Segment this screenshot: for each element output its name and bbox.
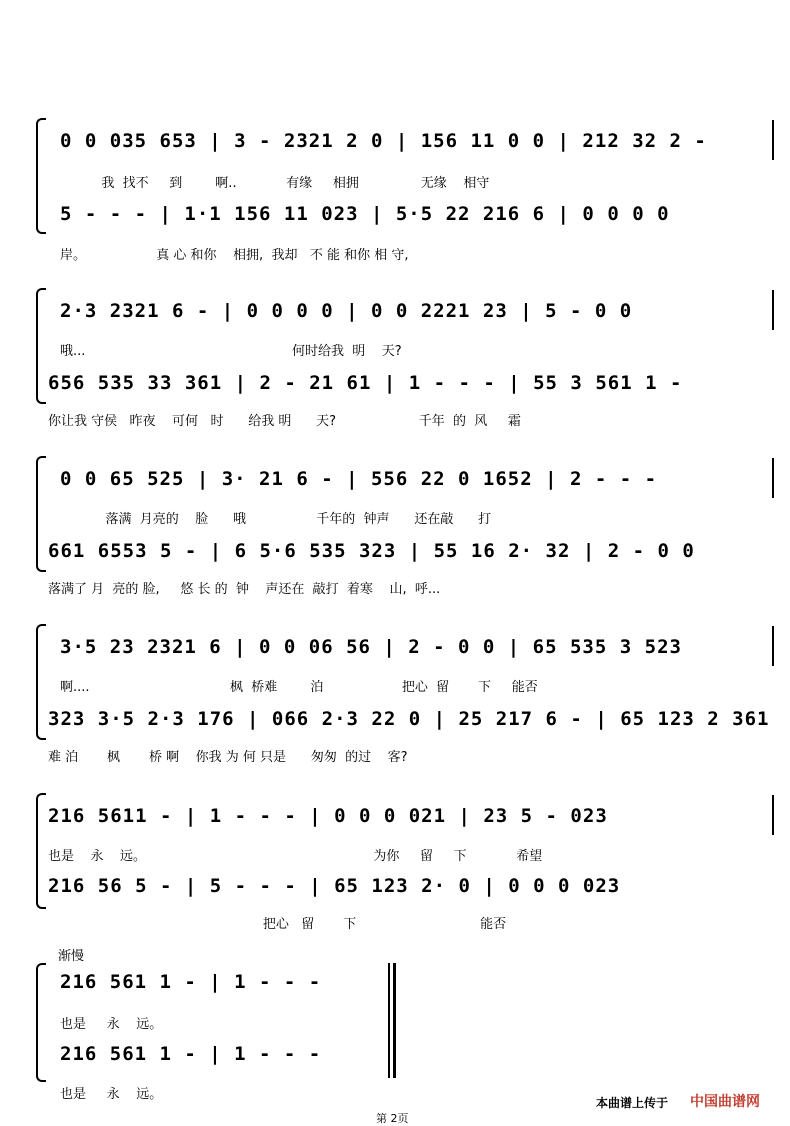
end-barline xyxy=(772,458,774,498)
lower-staff-notes: 216 56 5 - | 5 - - - | 65 123 2· 0 | 0 0 0 023 xyxy=(48,875,621,897)
upper-staff-lyrics: 落满 月亮的 脸 哦 千年的 钟声 还在敲 打 xyxy=(60,512,492,527)
upper-staff-lyrics: 我 找不 到 啊.. 有缘 相拥 无缘 相守 xyxy=(60,176,490,191)
lower-staff-lyrics: 把心 留 下 能否 xyxy=(48,917,507,932)
final-barline-thick xyxy=(393,963,396,1078)
system-brace xyxy=(36,963,46,1082)
system-brace xyxy=(36,793,46,909)
lower-staff-lyrics: 难 泊 枫 桥 啊 你我 为 何 只是 匆匆 的过 客? xyxy=(48,750,408,765)
upper-staff-notes: 216 5611 - | 1 - - - | 0 0 0 021 | 23 5 - 023 xyxy=(48,805,608,827)
site-logo[interactable]: 中国曲谱网 xyxy=(690,1094,760,1110)
upper-staff-notes: 2·3 2321 6 - | 0 0 0 0 | 0 0 2221 23 | 5 - 0 0 xyxy=(60,300,633,322)
lower-staff-notes: 661 6553 5 - | 6 5·6 535 323 | 55 16 2· 32 | 2 - 0 0 xyxy=(48,540,695,562)
lower-staff-notes: 216 561 1 - | 1 - - - xyxy=(60,1043,322,1065)
lower-staff-notes: 5 - - - | 1·1 156 11 023 | 5·5 22 216 6 | 0 0 0 0 xyxy=(60,203,670,225)
score-system-3 xyxy=(0,448,790,597)
upper-staff-lyrics: 也是 永 远。 xyxy=(60,1017,163,1032)
final-barline-thin xyxy=(388,963,390,1078)
lower-staff-lyrics: 也是 永 远。 xyxy=(60,1087,163,1102)
upper-staff-lyrics: 啊.... 枫 桥难 泊 把心 留 下 能否 xyxy=(60,680,538,695)
lower-staff-lyrics: 落满了 月 亮的 脸, 悠 长 的 钟 声还在 敲打 着寒 山, 呼... xyxy=(48,582,441,597)
system-brace xyxy=(36,118,46,234)
score-system-6 xyxy=(0,945,790,1105)
score-system-5 xyxy=(0,785,790,932)
tempo-mark: 渐慢 xyxy=(58,949,85,964)
end-barline xyxy=(772,795,774,835)
lower-staff-lyrics: 你让我 守侯 昨夜 可何 时 给我 明 天? 千年 的 风 霜 xyxy=(48,414,521,429)
upper-staff-notes: 216 561 1 - | 1 - - - xyxy=(60,971,322,993)
end-barline xyxy=(772,626,774,666)
score-system-4 xyxy=(0,616,790,765)
upper-staff-lyrics: 也是 永 远。 为你 留 下 希望 xyxy=(48,849,543,864)
end-barline xyxy=(772,120,774,160)
upper-staff-notes: 0 0 65 525 | 3· 21 6 - | 556 22 0 1652 | 2 - - - xyxy=(60,468,658,490)
lower-staff-notes: 656 535 33 361 | 2 - 21 61 | 1 - - - | 55 3 561 1 - xyxy=(48,372,683,394)
end-barline xyxy=(772,290,774,330)
system-brace xyxy=(36,288,46,404)
upper-staff-notes: 3·5 23 2321 6 | 0 0 06 56 | 2 - 0 0 | 65 535 3 523 xyxy=(60,636,682,658)
score-system-2 xyxy=(0,280,790,429)
system-brace xyxy=(36,456,46,572)
upper-staff-lyrics: 哦... 何时给我 明 天? xyxy=(60,344,402,359)
upload-label: 本曲谱上传于 xyxy=(596,1096,669,1110)
lower-staff-lyrics: 岸。 真 心 和你 相拥, 我却 不 能 和你 相 守, xyxy=(60,248,409,263)
upper-staff-notes: 0 0 035 653 | 3 - 2321 2 0 | 156 11 0 0 | 212 32 2 - xyxy=(60,130,707,152)
score-system-1 xyxy=(0,110,790,263)
system-brace xyxy=(36,624,46,740)
page-number: 第 2页 xyxy=(376,1112,409,1125)
lower-staff-notes: 323 3·5 2·3 176 | 066 2·3 22 0 | 25 217 6 - | 65 123 2 361 xyxy=(48,708,770,730)
